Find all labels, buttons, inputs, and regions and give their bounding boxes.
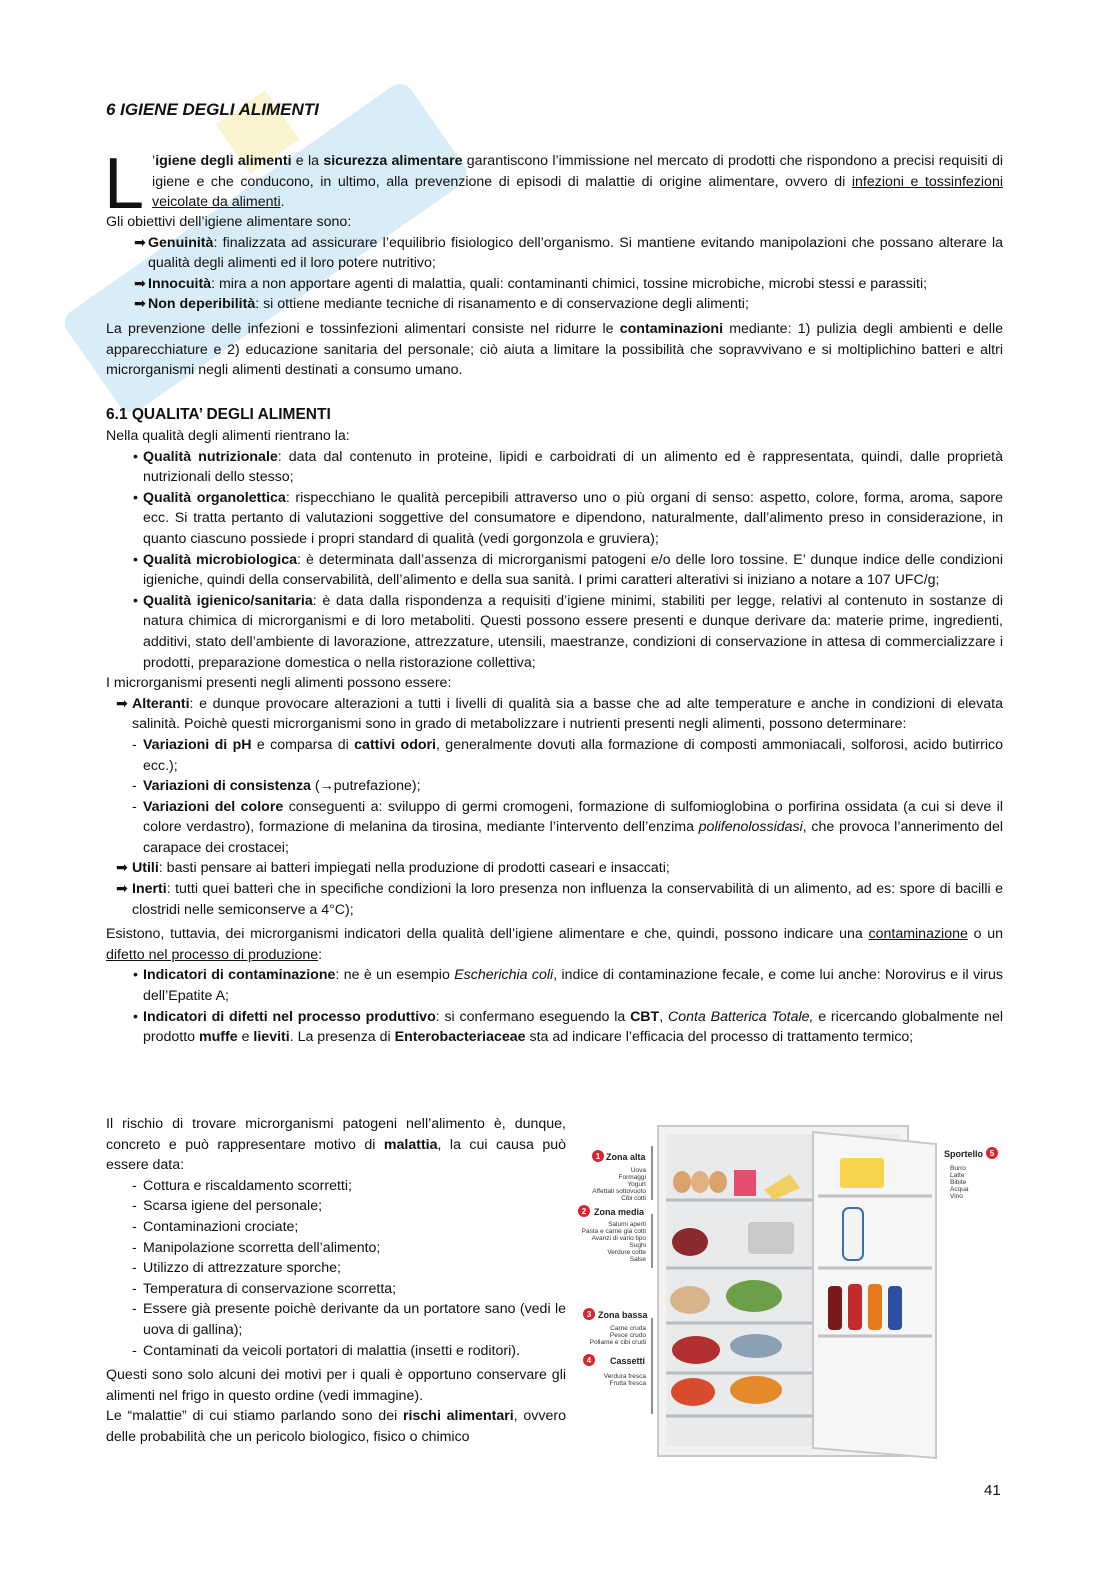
svg-text:Formaggi: Formaggi: [618, 1174, 646, 1181]
svg-text:Pesce crudo: Pesce crudo: [609, 1332, 646, 1339]
indicator-item: • Indicatori di contaminazione: ne è un esempio Escherichia coli, indice di contaminazione fecale, e come lui anche: Norovirus e il virus dell’Epatite A;: [133, 967, 1003, 1005]
svg-text:Cibi cotti: Cibi cotti: [621, 1195, 646, 1202]
micro-alteranti: ➡ Alteranti: e dunque provocare alterazioni a tutti i livelli di qualità sia a basse che ad alte temperature e anche in condizioni di elevata salinità. Poichè questi microrganismi sono in grado di metabolizzare i nutrienti presenti negli alimenti, possono determinare:: [116, 695, 1003, 733]
micro-lead: I microrganismi presenti negli alimenti possono essere:: [106, 675, 452, 692]
zone-badge: 3: [586, 1310, 592, 1319]
quality-item: • Qualità organolettica: rispecchiano le qualità percepibili attraverso uno o più organi di senso: aspetto, colore, forma, aroma, sapore ecc. Si tratta pertanto di valutazioni soggettive del consumatore e dipendono, naturalmente, dall’alimento preso in considerazione, in quanto ciascuno possiede i propri standard di qualità (vedi gorgonzola e gruviera);: [133, 489, 1003, 547]
alteration-item: - Variazioni di pH e comparsa di cattivi odori, generalmente dovuti alla formazione di composti ammoniacali, solforosi, acido butirrico ecc.);: [132, 736, 1003, 774]
zone-badge: 2: [581, 1207, 587, 1216]
svg-text:Frutta fresca: Frutta fresca: [609, 1380, 646, 1387]
drop-cap: L: [104, 144, 145, 224]
cause-item: - Utilizzo di attrezzature sporche;: [132, 1260, 341, 1277]
section-heading: 6.1 QUALITA’ DEGLI ALIMENTI: [106, 406, 331, 423]
cause-item: - Contaminati da veicoli portatori di malattia (insetti e roditori).: [132, 1342, 520, 1359]
svg-text:Affettati sottovuoto: Affettati sottovuoto: [592, 1188, 646, 1195]
svg-text:Latte: Latte: [950, 1172, 965, 1179]
svg-text:Verdura fresca: Verdura fresca: [603, 1373, 646, 1380]
objective-item: ➡ Genuinità: finalizzata ad assicurare l’equilibrio fisiologico dell’organismo. Si mantiene evitando manipolazioni che possano alterare la qualità degli alimenti ed il loro potere nutritivo;: [134, 234, 1003, 272]
micro-inerti: ➡ Inerti: tutti quei batteri che in specifiche condizioni la loro presenza non influenza la conservabilità di un alimento, ad es: spore di bacilli e clostridi nelle semiconserve a 4°C);: [116, 881, 1003, 918]
arrow-right-icon: ➡: [134, 296, 146, 313]
quality-item: • Qualità microbiologica: è determinata dall’assenza di microrganismi patogeni e/o delle loro tossine. E’ dunque indice delle condizioni igieniche, quindi della conservabilità, dell’alimento e della sua sanità. I primi caratteri alterativi si iniziano a notare a 107 UFC/g;: [133, 551, 1003, 589]
quality-item: • Qualità igienico/sanitaria: è data dalla rispondenza a requisiti d’igiene minimi, stabiliti per legge, relativi al contenuto in sostanze di natura chimica di microrganismi e di loro metaboliti. Questi possono essere presenti e dunque derivare da: materie prime, ingredienti, additivi, stato dell’ambiente di lavorazione, attrezzature, utensili, maestranze, condizioni di conservazione in attesa di commercializzare i prodotti, preparazione domestica o nella ristorazione collettiva;: [133, 592, 1004, 671]
prevention-paragraph: La prevenzione delle infezioni e tossinfezioni alimentari consiste nel ridurre le contaminazioni mediante: 1) pulizia degli ambienti e delle apparecchiature e 2) educazione sanitaria del personale; ciò aiuta a limitare la possibilità che sopravvivano e si moltiplichino batteri e altri microrganismi negli alimenti destinati a consumo umano.: [106, 320, 1003, 379]
intro-paragraph: L ’igiene degli alimenti e la sicurezza alimentare garantiscono l’immissione nel mercato di prodotti che rispondono a precisi requisiti di igiene e che conducono, in ultimo, alla prevenzione di episodi di malattie di origine alimentare, ovvero di infezioni e tossinfezioni veicolate da alimenti.: [104, 144, 1003, 224]
closing-paragraph: Questi sono solo alcuni dei motivi per i quali è opportuno conservare gli alimenti nel frigo in questo ordine (vedi immagine).: [106, 1367, 566, 1404]
objective-item: ➡ Non deperibilità: si ottiene mediante tecniche di risanamento e di conservazione degli alimenti;: [106, 294, 1003, 315]
svg-text:Burro: Burro: [950, 1165, 966, 1172]
closing-paragraph-2: Le “malattie” di cui stiamo parlando sono dei rischi alimentari, ovvero delle probabilità che un pericolo biologico, fisico o chimico: [106, 1408, 566, 1445]
cause-item: - Manipolazione scorretta dell’alimento;: [132, 1239, 381, 1256]
svg-text:Bibite: Bibite: [950, 1179, 967, 1186]
arrow-right-icon: ➡: [116, 860, 128, 877]
svg-text:Pollame e cibi crudi: Pollame e cibi crudi: [589, 1339, 646, 1346]
cause-item: - Temperatura di conservazione scorretta;: [132, 1280, 397, 1297]
page-number: 41: [984, 1482, 1001, 1499]
svg-text:Carne cruda: Carne cruda: [610, 1325, 646, 1332]
fridge-diagram: [578, 1118, 1004, 1464]
arrow-right-icon: ➡: [116, 881, 128, 898]
svg-text:Pasta e carne già cotti: Pasta e carne già cotti: [581, 1228, 646, 1235]
alteration-item: - Variazioni di consistenza (→putrefazione);: [132, 778, 421, 795]
alteration-item: - Variazioni del colore conseguenti a: sviluppo di germi cromogeni, formazione di sulfomioglobina o porfirina ossidata (a cui si deve il colore verdastro), formazione di melanina da tirosina, mediante l’intervento dell’enzima polifenolossidasi, che provoca l’annerimento del carapace dei crostacei;: [132, 798, 1003, 856]
svg-text:Vino: Vino: [950, 1193, 963, 1200]
zone-label: Zona alta: [606, 1152, 646, 1162]
zone-label: Cassetti: [610, 1356, 646, 1366]
cause-item: - Scarsa igiene del personale;: [132, 1198, 323, 1215]
svg-text:Uova: Uova: [630, 1167, 646, 1174]
cause-item: - Cottura e riscaldamento scorretti;: [132, 1177, 352, 1194]
micro-utili: ➡ Utili: basti pensare ai batteri impiegati nella produzione di prodotti caseari e insaccati;: [106, 858, 1003, 879]
zone-label: Zona bassa: [598, 1310, 648, 1320]
quality-lead: Nella qualità degli alimenti rientrano la:: [106, 428, 350, 444]
cause-item: - Essere già presente poichè derivante da un portatore sano (vedi le uova di gallina);: [132, 1301, 566, 1338]
arrow-right-icon: ➡: [134, 234, 146, 251]
svg-text:Yogurt: Yogurt: [627, 1181, 646, 1188]
objective-item: ➡ Innocuità: mira a non apportare agenti di malattia, quali: contaminanti chimici, tossine microbiche, microbi stessi e parassiti;: [106, 274, 1003, 295]
svg-text:Sughi: Sughi: [629, 1242, 646, 1249]
svg-text:Avanzi di vario tipo: Avanzi di vario tipo: [591, 1235, 646, 1242]
quality-item: • Qualità nutrizionale: data dal contenuto in proteine, lipidi e carboidrati di un alimento ed è rappresentata, quindi, dalle proprietà nutrizionali dello stesso;: [133, 448, 1003, 486]
svg-text:Salumi aperti: Salumi aperti: [608, 1221, 646, 1228]
svg-text:Acqua: Acqua: [950, 1186, 969, 1193]
chapter-title: 6 IGIENE DEGLI ALIMENTI: [106, 100, 319, 119]
svg-text:Salse: Salse: [629, 1256, 646, 1263]
door-label: Sportello: [944, 1149, 984, 1159]
cause-item: - Contaminazioni crociate;: [132, 1218, 299, 1235]
indicators-lead: Esistono, tuttavia, dei microrganismi indicatori della qualità dell’igiene alimentare e che, quindi, possono indicare una contaminazione o un difetto nel processo di produzione:: [106, 926, 1003, 963]
svg-text:Verdure cotte: Verdure cotte: [607, 1249, 646, 1256]
zone-badge: 1: [595, 1152, 601, 1161]
zone-badge: 4: [586, 1356, 592, 1365]
objectives-lead: Gli obiettivi dell’igiene alimentare sono:: [106, 214, 352, 230]
arrow-right-icon: ➡: [116, 695, 128, 712]
arrow-right-icon: ➡: [134, 275, 146, 292]
risk-lead: Il rischio di trovare microrganismi patogeni nell’alimento è, dunque, concreto e può rappresentare motivo di malattia, la cui causa può essere data:: [106, 1116, 566, 1174]
zone-label: Zona media: [594, 1207, 645, 1217]
zone-badge: 5: [989, 1149, 995, 1158]
indicator-item: • Indicatori di difetti nel processo produttivo: si confermano eseguendo la CBT, Conta Batterica Totale, e ricercando globalmente nel prodotto muffe e lieviti. La presenza di Enterobacteriaceae sta ad indicare l’efficacia del processo di trattamento termico;: [133, 1008, 1003, 1046]
